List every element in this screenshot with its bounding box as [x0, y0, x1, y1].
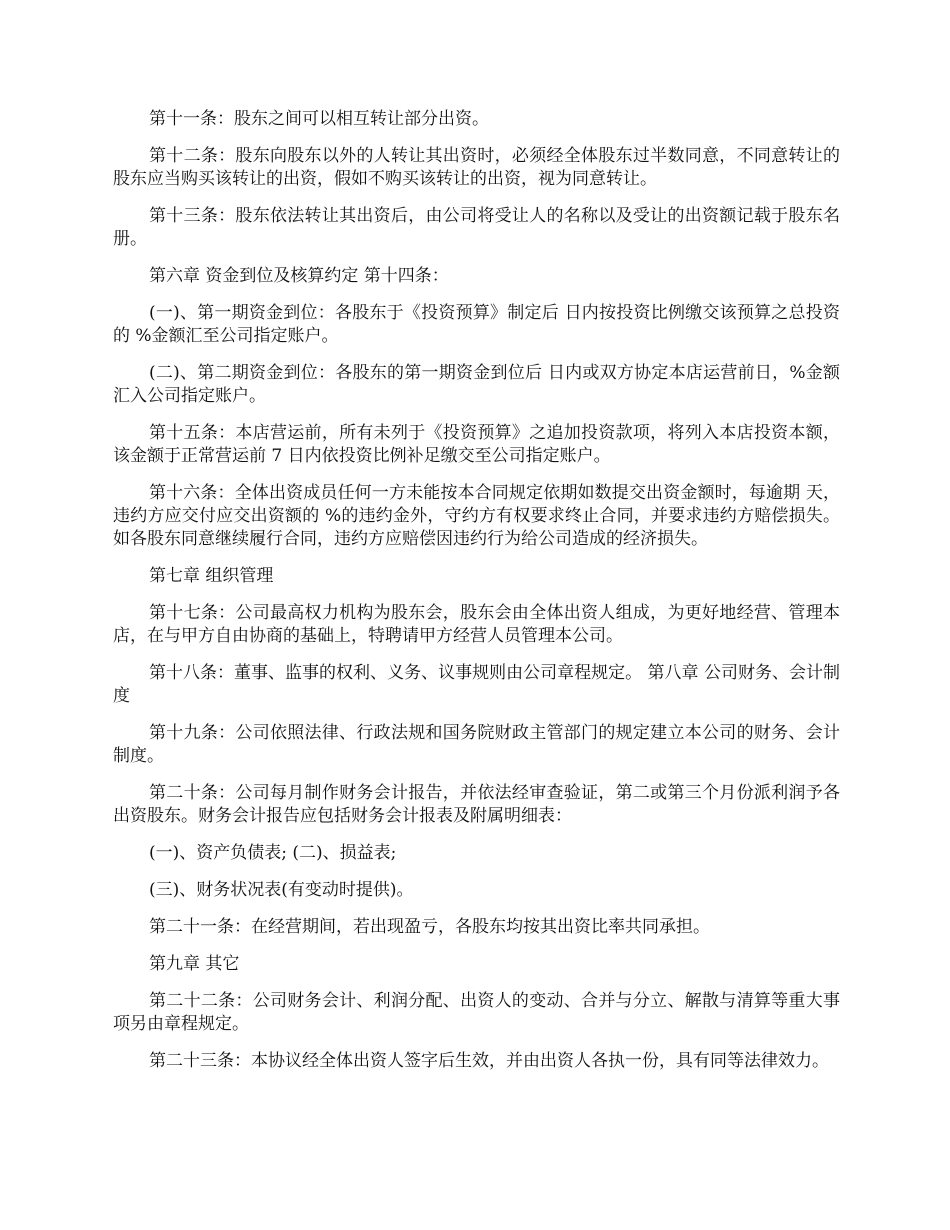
article-11-paragraph: 第十一条：股东之间可以相互转让部分出资。	[149, 109, 489, 129]
document-body	[113, 108, 840, 1087]
article-20-items-1-2: (一)、资产负债表; (二)、损益表;	[149, 843, 397, 863]
article-23-paragraph: 第二十三条：本协议经全体出资人签字后生效，并由出资人各执一份，具有同等法律效力。	[149, 1051, 829, 1071]
article-20-paragraph: 第二十条：公司每月制作财务会计报告，并依法经审查验证，第二或第三个月份派利润予各出资股东。财务会计报告应包括财务会计报表及附属明细表：	[113, 783, 840, 826]
chapter-6-heading: 第六章 资金到位及核算约定 第十四条：	[149, 266, 449, 286]
article-17-paragraph: 第十七条：公司最高权力机构为股东会，股东会由全体出资人组成，为更好地经营、管理本店，在与甲方自由协商的基础上，特聘请甲方经营人员管理本公司。	[113, 603, 840, 646]
article-22-paragraph: 第二十二条：公司财务会计、利润分配、出资人的变动、合并与分立、解散与清算等重大事项另由章程规定。	[113, 991, 840, 1034]
article-19-paragraph: 第十九条：公司依照法律、行政法规和国务院财政主管部门的规定建立本公司的财务、会计制度。	[113, 723, 840, 766]
chapter-7-heading: 第七章 组织管理	[149, 566, 274, 586]
article-21-paragraph: 第二十一条：在经营期间，若出现盈亏，各股东均按其出资比率共同承担。	[149, 917, 710, 937]
article-15-paragraph: 第十五条：本店营运前，所有未列于《投资预算》之追加投资款项，将列入本店投资本额，该金额于正常营运前 7 日内依投资比例补足缴交至公司指定账户。	[113, 423, 840, 466]
article-13-paragraph: 第十三条：股东依法转让其出资后，由公司将受让人的名称以及受让的出资额记载于股东名册。	[113, 206, 840, 249]
chapter-9-heading: 第九章 其它	[149, 954, 240, 974]
article-20-item-3: (三)、财务状况表(有变动时提供)。	[149, 880, 414, 900]
article-14-item-1: (一)、第一期资金到位：各股东于《投资预算》制定后 日内按投资比例缴交该预算之总投资的 %金额汇至公司指定账户。	[113, 303, 840, 346]
article-14-item-2: (二)、第二期资金到位：各股东的第一期资金到位后 日内或双方协定本店运营前日，%金额汇入公司指定账户。	[113, 363, 840, 406]
article-16-paragraph: 第十六条：全体出资成员任何一方未能按本合同规定依期如数提交出资金额时，每逾期 天，违约方应交付应交出资额的 %的违约金外，守约方有权要求终止合同，并要求违约方赔偿损失。如各股东同意继续履行合同，违约方应赔偿因违约行为给公司造成的经济损失。	[113, 483, 840, 549]
article-18-paragraph: 第十八条：董事、监事的权利、义务、议事规则由公司章程规定。 第八章 公司财务、会计制度	[113, 663, 840, 706]
article-12-paragraph: 第十二条：股东向股东以外的人转让其出资时，必须经全体股东过半数同意，不同意转让的股东应当购买该转让的出资，假如不购买该转让的出资，视为同意转让。	[113, 146, 840, 189]
